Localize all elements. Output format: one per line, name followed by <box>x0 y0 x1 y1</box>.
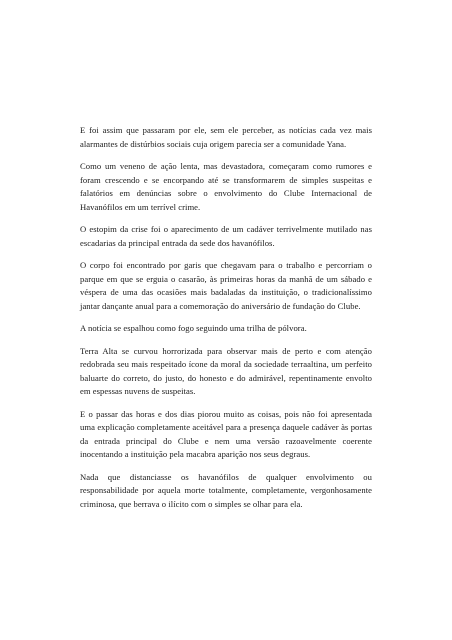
paragraph-6: Terra Alta se curvou horrorizada para observar mais de perto e com atenção redobrada seu mais respeitado ícone da moral da sociedade terraaltina, um perfeito baluarte do correto, do justo, do honesto e do admirável, repentinamente envolto em espessas nuvens de suspeitas. <box>80 345 372 396</box>
paragraph-1: E foi assim que passaram por ele, sem ele perceber, as notícias cada vez mais alarmantes de distúrbios sociais cuja origem parecia ser a comunidade Yana. <box>80 125 372 149</box>
paragraph-8: Nada que distanciasse os havanófilos de qualquer envolvimento ou responsabilidade por aquela morte totalmente, completamente, vergonhosamente criminosa, que berrava o ilícito com o simples se olhar para ela. <box>80 471 372 509</box>
paragraph-2: Como um veneno de ação lenta, mas devastadora, começaram como rumores e foram crescendo e se encorpando até se transformarem de simples suspeitas e falatórios em denúncias sobre o envolvimento do Clube Internacional de Havanófilos em um terrível crime. <box>80 161 372 212</box>
paragraph-3: O estopim da crise foi o aparecimento de um cadáver terrivelmente mutilado nas escadarias da principal entrada da sede dos havanófilos. <box>80 224 372 248</box>
body-text <box>80 124 372 511</box>
paragraph-7: E o passar das horas e dos dias piorou muito as coisas, pois não foi apresentada uma explicação completamente aceitável para a presença daquele cadáver às portas da entrada principal do Clube e nem uma versão razoavelmente coerente inocentando a instituição pela macabra aparição nos seus degraus. <box>80 408 372 459</box>
paragraph-4: O corpo foi encontrado por garis que chegavam para o trabalho e percorriam o parque em que se erguia o casarão, às primeiras horas da manhã de um sábado e véspera de uma das ocasiões mais badaladas da instituição, o tradicionalíssimo jantar dançante anual para a comemoração do aniversário de fundação do Clube. <box>80 260 372 311</box>
paragraph-5: A notícia se espalhou como fogo seguindo uma trilha de pólvora. <box>80 323 307 333</box>
